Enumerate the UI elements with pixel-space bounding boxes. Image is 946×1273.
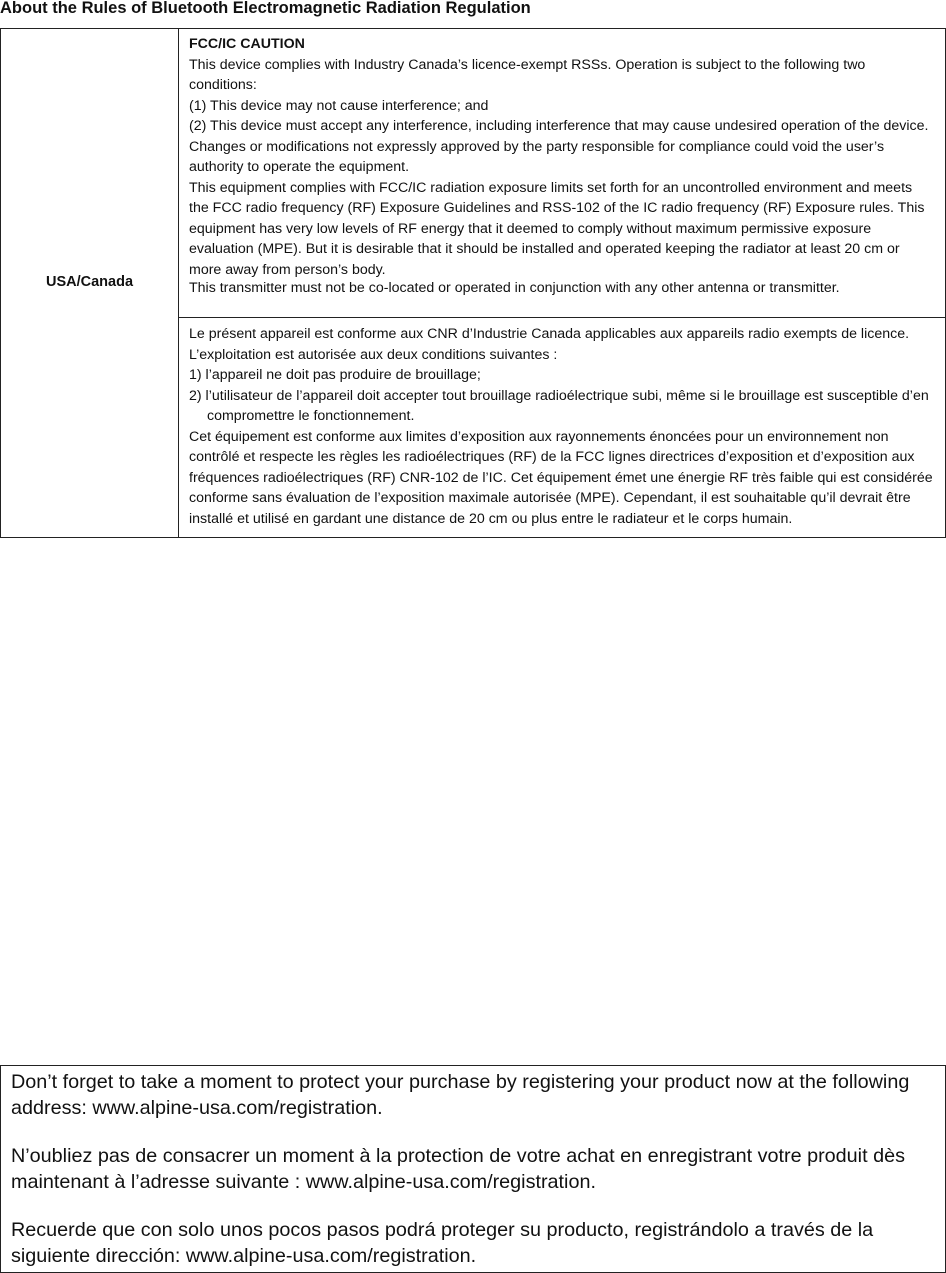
french-notice-cell xyxy=(179,318,946,538)
page-title: About the Rules of Bluetooth Electromagnetic Radiation Regulation xyxy=(0,0,531,17)
english-intro: This device complies with Industry Canada’s licence-exempt RSSs. Operation is subject to the following two conditions: xyxy=(189,56,866,93)
table-row xyxy=(1,29,946,318)
registration-french: N’oubliez pas de consacrer un moment à la protection de votre achat en enregistrant votre produit dès maintenant à l’adresse suivante : www.alpine-usa.com/registration. xyxy=(11,1145,905,1193)
region-label: USA/Canada xyxy=(45,274,134,290)
french-condition-2: 2) l’utilisateur de l’appareil doit accepter tout brouillage radioélectrique subi, même si le brouillage est susceptible d’en compromettre le fonctionnement. xyxy=(189,387,929,424)
english-condition-1: (1) This device may not cause interference; and xyxy=(189,97,489,114)
french-intro: Le présent appareil est conforme aux CNR d’Industrie Canada applicables aux appareils radio exempts de licence. L’exploitation est autorisée aux deux conditions suivantes : xyxy=(189,326,910,363)
registration-box xyxy=(0,1065,946,1273)
registration-spanish: Recuerde que con solo unos pocos pasos podrá proteger su producto, registrándolo a través de la siguiente dirección: www.alpine-usa.com/registration. xyxy=(11,1219,874,1267)
french-condition-1: 1) l’appareil ne doit pas produire de brouillage; xyxy=(189,367,481,383)
caution-heading: FCC/IC CAUTION xyxy=(189,36,305,52)
english-notice-cell xyxy=(179,29,946,318)
english-exposure-notice: This equipment complies with FCC/IC radiation exposure limits set forth for an uncontrolled environment and meets the FCC radio frequency (RF) Exposure Guidelines and RSS-102 of the IC radio frequency (RF) Exposure rules. This equipment has very low levels of RF energy that it deemed to comply without maximum permissive exposure evaluation (MPE). But it is desirable that it should be installed and operated keeping the radiator at least 20 cm or more away from person’s body. xyxy=(189,179,925,278)
english-changes-notice: Changes or modifications not expressly approved by the party responsible for compliance could void the user’s authority to operate the equipment. xyxy=(189,138,885,175)
english-condition-2: (2) This device must accept any interference, including interference that may cause undesired operation of the device. xyxy=(189,118,929,134)
regulation-table xyxy=(0,28,946,538)
english-colocation-notice: This transmitter must not be co-located or operated in conjunction with any other antenna or transmitter. xyxy=(189,280,840,296)
region-cell xyxy=(1,29,179,538)
french-exposure-notice: Cet équipement est conforme aux limites d’exposition aux rayonnements énoncées pour un environnement non contrôlé et respecte les règles les radioélectriques (RF) de la FCC lignes directrices d’exposition et d’exposition aux fréquences radioélectriques (RF) CNR-102 de l’IC. Cet équipement émet une énergie RF très faible qui est considérée conforme sans évaluation de l’exposition maximale autorisée (MPE). Cependant, il est souhaitable qu’il devrait être installé et utilisé en gardant une distance de 20 cm ou plus entre le radiateur et le corps humain. xyxy=(189,428,933,527)
registration-english: Don’t forget to take a moment to protect your purchase by registering your product now at the following address: www.alpine-usa.com/registration. xyxy=(11,1071,910,1119)
